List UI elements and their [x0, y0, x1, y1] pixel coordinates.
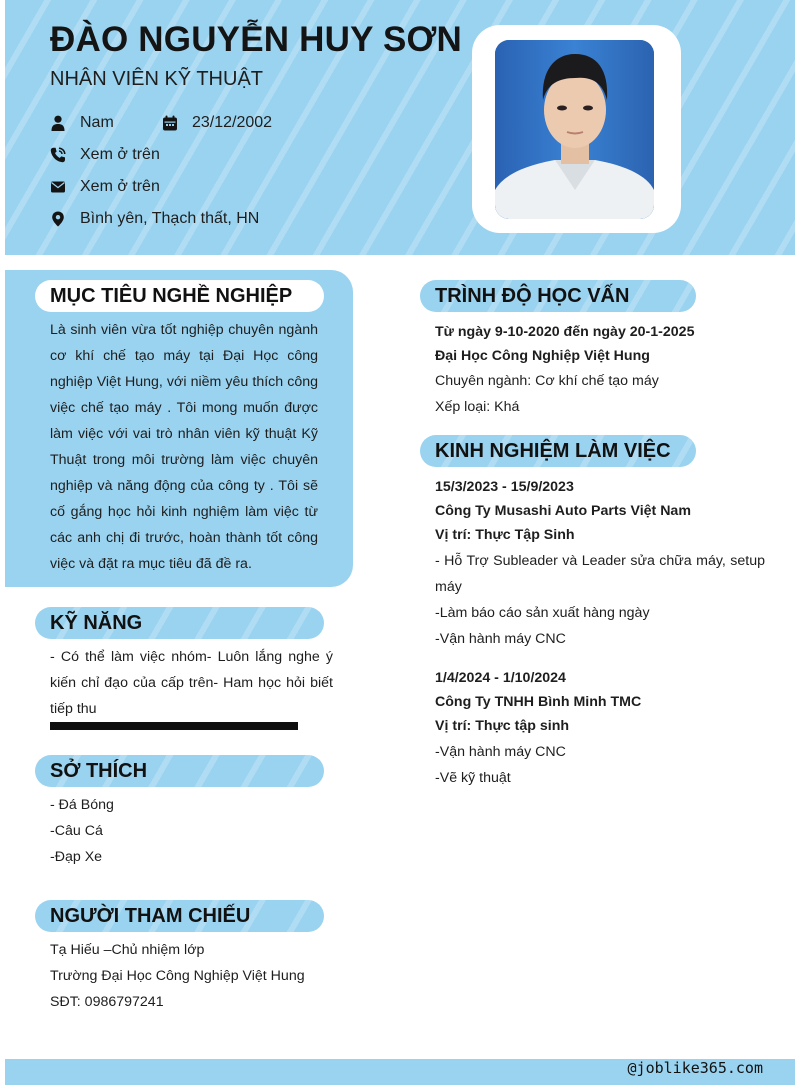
education-school: Đại Học Công Nghiệp Việt Hung — [435, 348, 650, 364]
education-heading: TRÌNH ĐỘ HỌC VẤN — [420, 280, 696, 312]
list-item: -Câu Cá — [50, 823, 103, 839]
job-task: -Làm báo cáo sản xuất hàng ngày — [435, 605, 650, 621]
references-heading: NGƯỜI THAM CHIẾU — [35, 900, 324, 932]
email-row — [50, 178, 160, 196]
education-grade: Xếp loại: Khá — [435, 399, 520, 415]
phone-row — [50, 146, 160, 164]
education-major: Chuyên ngành: Cơ khí chế tạo máy — [435, 373, 659, 389]
portrait-illustration — [495, 40, 654, 219]
gender-row — [50, 114, 114, 132]
user-icon — [50, 115, 66, 131]
references-list — [50, 937, 305, 1015]
location-pin-icon — [50, 211, 66, 227]
objective-text: Là sinh viên vừa tốt nghiệp chuyên ngành cơ khí chế tạo máy tại Đại Học công nghiệp Việt Hung, với niềm yêu thích công việc chế tạo máy . Tôi mong muốn được làm việc với vai trò nhân viên kỹ thuật Kỹ Thuật trong môi trường làm việc chuyên nghiệp và năng động của công ty . Tôi sẽ cố gắng học hỏi kinh nghiệm làm việc từ các anh chị đi trước, hoàn thành tốt công việc và đặt ra mục tiêu đã đề ra. — [50, 322, 318, 572]
address-row — [50, 210, 259, 228]
phone-icon — [50, 147, 66, 163]
reference-line: SĐT: 0986797241 — [50, 994, 164, 1010]
skill-level-bar — [50, 722, 298, 730]
job-company: Công Ty Musashi Auto Parts Việt Nam — [435, 503, 691, 519]
job-period: 15/3/2023 - 15/9/2023 — [435, 479, 574, 495]
gender-value: Nam — [80, 114, 114, 131]
reference-line: Tạ Hiếu –Chủ nhiệm lớp — [50, 942, 205, 958]
job-position: Vị trí: Thực Tập Sinh — [435, 527, 575, 543]
photo-frame — [472, 25, 681, 233]
job-task: - Hỗ Trợ Subleader và Leader sửa chữa máy, setup máy — [435, 553, 765, 595]
education-period: Từ ngày 9-10-2020 đến ngày 20-1-2025 — [435, 324, 695, 340]
job-company: Công Ty TNHH Bình Minh TMC — [435, 694, 642, 710]
email-value: Xem ở trên — [80, 178, 160, 195]
birthdate-value: 23/12/2002 — [192, 114, 273, 131]
calendar-icon — [162, 115, 178, 131]
reference-line: Trường Đại Học Công Nghiệp Việt Hung — [50, 968, 305, 984]
job-title: NHÂN VIÊN KỸ THUẬT — [50, 68, 263, 90]
list-item: -Đạp Xe — [50, 849, 103, 865]
job-task: -Vẽ kỹ thuật — [435, 770, 511, 786]
education-block — [435, 320, 694, 419]
skills-heading: KỸ NĂNG — [35, 607, 324, 639]
hobbies-list — [50, 792, 114, 870]
list-item: - Đá Bóng — [50, 797, 114, 813]
footer-bar — [5, 1059, 795, 1085]
job-task: -Vận hành máy CNC — [435, 631, 566, 647]
hobbies-heading: SỞ THÍCH — [35, 755, 324, 787]
phone-value: Xem ở trên — [80, 146, 160, 163]
birthdate-row — [162, 114, 272, 132]
experience-heading: KINH NGHIỆM LÀM VIỆC — [420, 435, 696, 467]
job-task: -Vận hành máy CNC — [435, 744, 566, 760]
experience-job-2 — [435, 666, 765, 791]
skills-text: - Có thể làm việc nhóm- Luôn lắng nghe ý kiến chỉ đạo của cấp trên- Ham học hỏi biết tiếp thu — [50, 649, 333, 717]
experience-job-1 — [435, 475, 765, 652]
objective-heading: MỤC TIÊU NGHỀ NGHIỆP — [35, 280, 324, 312]
address-value: Bình yên, Thạch thất, HN — [80, 210, 260, 227]
candidate-name: ĐÀO NGUYỄN HUY SƠN — [50, 20, 463, 59]
profile-photo — [495, 40, 654, 219]
envelope-icon — [50, 179, 66, 195]
footer-watermark: @joblike365.com — [627, 1059, 763, 1077]
header-banner — [5, 0, 795, 255]
job-position: Vị trí: Thực tập sinh — [435, 718, 570, 734]
job-period: 1/4/2024 - 1/10/2024 — [435, 670, 566, 686]
